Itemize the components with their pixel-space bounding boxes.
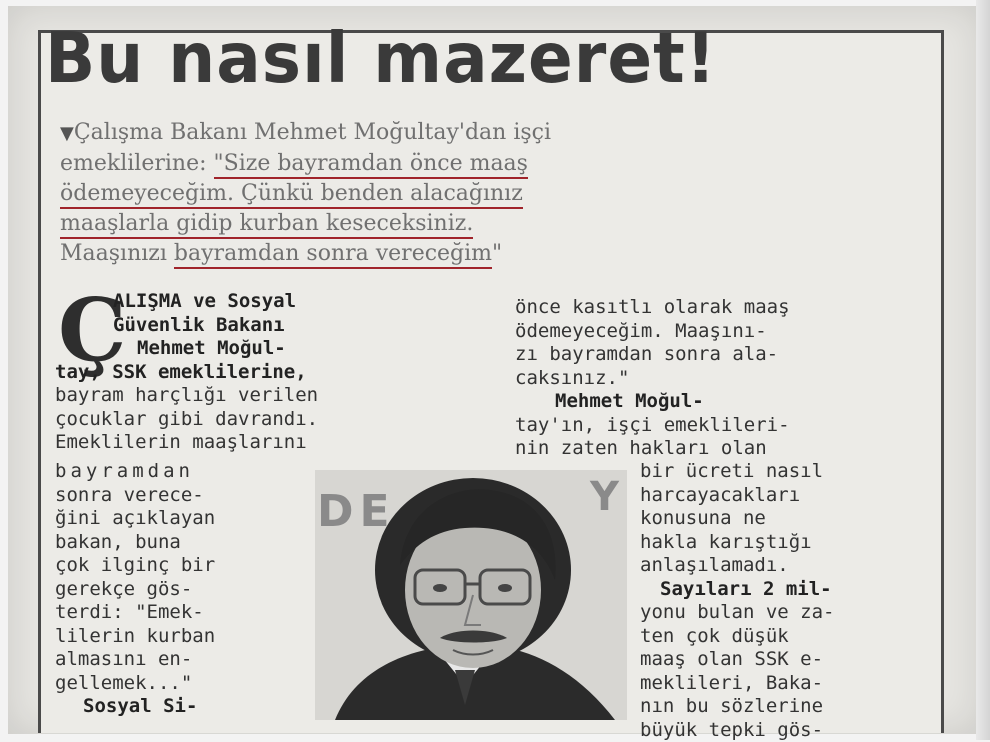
article-deck [60, 118, 920, 269]
body-line: Güvenlik Bakanı [113, 314, 285, 336]
body-line: Sayıları 2 mil- [660, 578, 832, 600]
body-line: gellemek..." [55, 672, 295, 696]
body-line: nın bu sözlerine [640, 695, 940, 719]
deck-line-2 [60, 149, 920, 179]
body-line: nin zaten hakları olan [515, 437, 935, 461]
body-line: Mehmet Moğul- [137, 337, 286, 359]
body-line: çok ilginç bir [55, 554, 295, 578]
body-line: bir ücreti nasıl [640, 460, 940, 484]
deck-line-1 [60, 118, 920, 149]
headline: Bu nasıl mazeret! [45, 18, 925, 99]
body-line: Emeklilerin maaşlarını [55, 431, 475, 455]
body-line: Sosyal Si- [83, 695, 197, 717]
body-line: konusuna ne [640, 507, 940, 531]
body-line: bayram harçlığı verilen [55, 384, 475, 408]
deck-text: Maaşınızı [60, 241, 174, 266]
body-line: büyük tepki gös- [640, 719, 940, 742]
body-line: bayramdan [55, 460, 295, 484]
body-line: sonra verece- [55, 484, 295, 508]
body-line: önce kasıtlı olarak maaş [515, 296, 935, 320]
body-line: tay'ın, işçi emeklileri- [515, 414, 935, 438]
underlined-quote: Çünkü benden alacağınız [241, 181, 523, 209]
triangle-bullet-icon: ▼ [60, 123, 74, 144]
deck-line-5 [60, 239, 920, 269]
portrait-illustration [315, 470, 627, 720]
body-line: ödemeyeceğim. Maaşını- [515, 320, 935, 344]
body-line: almasını en- [55, 648, 295, 672]
right-column-bottom [640, 460, 940, 742]
right-column-top [515, 296, 935, 461]
body-line: ten çok düşük [640, 625, 940, 649]
left-column-bottom [55, 460, 295, 719]
body-line: maaş olan SSK e- [640, 648, 940, 672]
portrait-photo [315, 470, 627, 720]
body-line: ğini açıklayan [55, 507, 295, 531]
deck-text: " [492, 241, 502, 266]
left-column-top [55, 290, 475, 455]
drop-cap: Ç [58, 286, 126, 376]
underlined-quote: ödemeyeceğim. [60, 181, 241, 209]
underlined-quote: maaşlarla gidip kurban keseceksiniz. [60, 211, 473, 239]
body-line: bakan, buna [55, 531, 295, 555]
deck-text: Çalışma Bakanı Mehmet Moğultay'dan işçi [74, 120, 551, 145]
body-line: harcayacakları [640, 484, 940, 508]
underlined-quote: "Size bayramdan önce maaş [214, 151, 528, 179]
photo-background-text: DE [317, 486, 396, 537]
body-line: hakla karıştığı [640, 531, 940, 555]
body-line: zı bayramdan sonra ala- [515, 343, 935, 367]
body-line: çocuklar gibi davrandı. [55, 408, 475, 432]
body-line: yonu bulan ve za- [640, 601, 940, 625]
deck-line-3 [60, 179, 920, 209]
body-line: lilerin kurban [55, 625, 295, 649]
underlined-quote: bayramdan sonra vereceğim [174, 241, 492, 269]
body-line: meklileri, Baka- [640, 672, 940, 696]
body-line: tay, SSK emeklilerine, [55, 361, 307, 383]
body-line: terdi: "Emek- [55, 601, 295, 625]
deck-text: emeklilerine: [60, 151, 214, 176]
body-line: gerekçe gös- [55, 578, 295, 602]
photo-background-letter: Y [590, 474, 619, 520]
body-line: Mehmet Moğul- [555, 390, 704, 412]
body-line: caksınız." [515, 367, 935, 391]
body-line: anlaşılamadı. [640, 554, 940, 578]
deck-line-4 [60, 209, 920, 239]
body-line: ALIŞMA ve Sosyal [113, 290, 296, 312]
page-edge [976, 0, 990, 740]
